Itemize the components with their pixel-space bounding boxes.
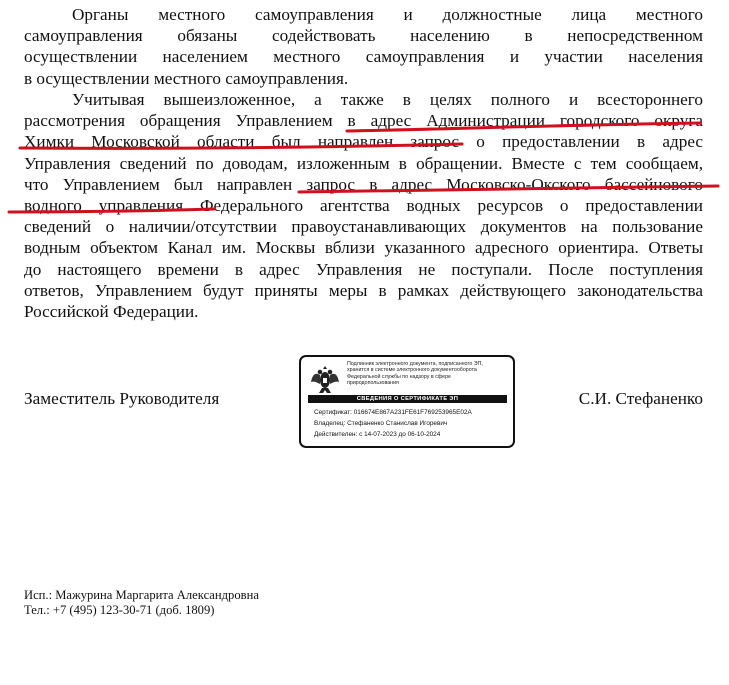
stamp-info-line: Федеральной службы по надзору в сфере xyxy=(347,373,451,380)
stamp-owner: Владелец: Стефаненко Станислав Игоревич xyxy=(314,420,448,427)
text-line: Российской Федерации. xyxy=(24,301,199,321)
stamp-info-line: Подлинник электронного документа, подписанного ЭП, xyxy=(347,361,483,367)
text-line: до настоящего времени в адрес Управления не поступали. После поступления xyxy=(24,259,703,279)
stamp-validity: Действителен: с 14-07-2023 до 06-10-2024 xyxy=(314,431,441,438)
text-line: осуществлении населением местного самоуправления и участии населения xyxy=(24,47,703,67)
text-line: самоуправления обязаны содействовать населению в непосредственном xyxy=(24,26,703,46)
text-line: водным объектом Канал им. Москвы вблизи указанного адресного ориентира. Ответы xyxy=(24,238,703,258)
e-signature-stamp xyxy=(299,355,515,448)
text-line: что Управлением был направлен запрос в адрес Московско-Окского бассейнового xyxy=(24,174,703,194)
stamp-info xyxy=(347,361,511,386)
executor-phone: Тел.: +7 (495) 123-30-71 (доб. 1809) xyxy=(24,603,215,617)
signatory-position: Заместитель Руководителя xyxy=(24,389,220,408)
text-line: сведений о наличии/отсутствии правоустанавливающих документов на пользование xyxy=(24,217,703,237)
text-line: Управления сведений по доводам, изложенным в обращении. Вместе с тем сообщаем, xyxy=(24,153,703,173)
stamp-info-line: природопользования xyxy=(347,379,399,386)
text-line: Химки Московской области был направлен запрос о предоставлении в адрес xyxy=(24,132,703,152)
executor-info xyxy=(24,588,259,618)
text-line: Органы местного самоуправления и должностные лица местного xyxy=(72,5,703,24)
stamp-info-line: хранится в системе электронного документооборота xyxy=(347,367,477,374)
stamp-certificate: Сертификат: 016674E867A231FE61F769253965E02A xyxy=(314,409,472,416)
text-line: водного управления Федерального агентства водных ресурсов о предоставлении xyxy=(24,195,703,215)
text-line: рассмотрения обращения Управлением в адрес Администрации городского округа xyxy=(24,111,703,131)
text-line: ответов, Управлением будут приняты меры в рамках действующего законодательства xyxy=(24,280,703,300)
stamp-header: СВЕДЕНИЯ О СЕРТИФИКАТЕ ЭП xyxy=(308,395,507,403)
text-line: Учитывая вышеизложенное, а также в целях полного и всестороннего xyxy=(72,90,703,109)
text-line: в осуществлении местного самоуправления. xyxy=(24,68,349,88)
paragraph-2 xyxy=(24,89,703,322)
executor-name: Исп.: Мажурина Маргарита Александровна xyxy=(24,588,259,602)
double-headed-eagle-emblem-icon xyxy=(310,363,340,395)
paragraph-1 xyxy=(24,4,703,89)
signatory-name: С.И. Стефаненко xyxy=(578,389,703,408)
